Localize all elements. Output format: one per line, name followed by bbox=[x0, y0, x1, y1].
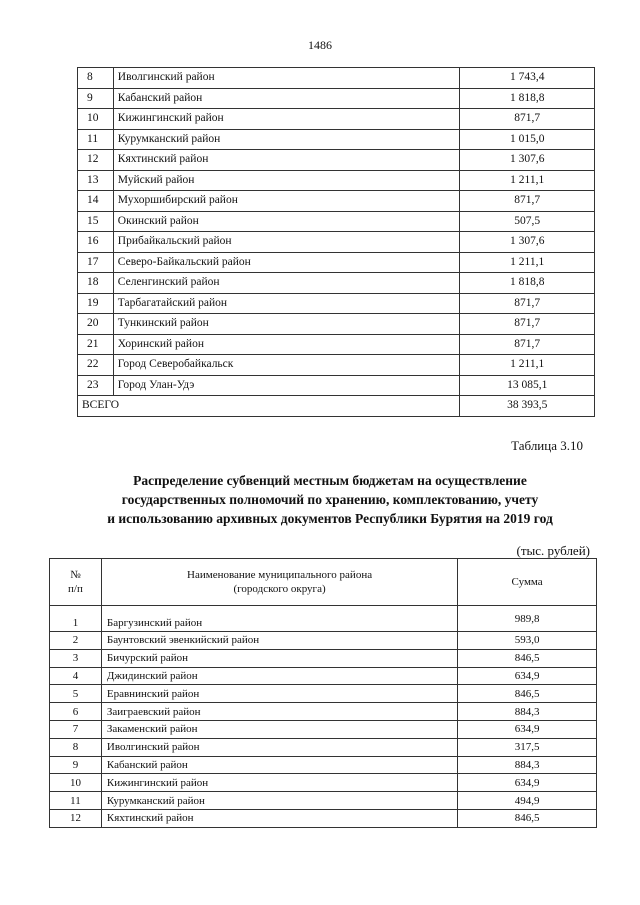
row-number: 15 bbox=[78, 211, 114, 232]
table2-body bbox=[50, 606, 597, 828]
district-name: Окинский район bbox=[113, 211, 460, 232]
table-row bbox=[78, 293, 595, 314]
table-title bbox=[60, 471, 600, 528]
title-line-1: Распределение субвенций местным бюджетам на осуществление bbox=[133, 473, 527, 488]
district-name: Бичурский район bbox=[101, 649, 457, 667]
header-number-line1: № bbox=[70, 569, 81, 581]
subvention-amount: 507,5 bbox=[460, 211, 595, 232]
district-name: Селенгинский район bbox=[113, 273, 460, 294]
total-amount: 38 393,5 bbox=[460, 396, 595, 417]
subvention-amount: 1 211,1 bbox=[460, 170, 595, 191]
row-number: 12 bbox=[50, 809, 102, 827]
header-number-line2: п/п bbox=[68, 583, 83, 595]
district-name: Хоринский район bbox=[113, 334, 460, 355]
table-row bbox=[78, 191, 595, 212]
row-number: 8 bbox=[78, 68, 114, 89]
archive-subvention-table bbox=[49, 558, 597, 828]
title-line-3: и использованию архивных документов Республики Бурятия на 2019 год bbox=[107, 511, 553, 526]
table-row bbox=[50, 649, 597, 667]
subvention-amount: 871,7 bbox=[460, 191, 595, 212]
table-row bbox=[50, 720, 597, 738]
row-number: 9 bbox=[50, 756, 102, 774]
subvention-amount: 846,5 bbox=[458, 809, 597, 827]
subvention-amount: 871,7 bbox=[460, 109, 595, 130]
header-name-line2: (городского округа) bbox=[233, 583, 326, 595]
header-sum: Сумма bbox=[458, 559, 597, 606]
district-name: Джидинский район bbox=[101, 667, 457, 685]
row-number: 10 bbox=[78, 109, 114, 130]
subvention-amount: 1 818,8 bbox=[460, 88, 595, 109]
district-name: Город Улан-Удэ bbox=[113, 375, 460, 396]
table-row bbox=[78, 273, 595, 294]
district-name: Тарбагатайский район bbox=[113, 293, 460, 314]
row-number: 8 bbox=[50, 738, 102, 756]
row-number: 18 bbox=[78, 273, 114, 294]
table-row bbox=[50, 792, 597, 810]
row-number: 14 bbox=[78, 191, 114, 212]
table-row bbox=[50, 809, 597, 827]
row-number: 10 bbox=[50, 774, 102, 792]
table2-header bbox=[50, 559, 597, 606]
table2-header-row bbox=[50, 559, 597, 606]
district-name: Северо-Байкальский район bbox=[113, 252, 460, 273]
district-name: Кабанский район bbox=[113, 88, 460, 109]
table-row bbox=[78, 68, 595, 89]
district-name: Муйский район bbox=[113, 170, 460, 191]
subvention-table-continuation bbox=[77, 67, 595, 417]
table-row bbox=[50, 685, 597, 703]
subvention-amount: 1 211,1 bbox=[460, 355, 595, 376]
subvention-amount: 1 015,0 bbox=[460, 129, 595, 150]
subvention-amount: 871,7 bbox=[460, 314, 595, 335]
subvention-amount: 846,5 bbox=[458, 649, 597, 667]
table-row bbox=[50, 606, 597, 632]
subvention-amount: 846,5 bbox=[458, 685, 597, 703]
row-number: 19 bbox=[78, 293, 114, 314]
row-number: 21 bbox=[78, 334, 114, 355]
district-name: Закаменский район bbox=[101, 720, 457, 738]
district-name: Баргузинский район bbox=[101, 606, 457, 632]
row-number: 12 bbox=[78, 150, 114, 171]
table-row bbox=[78, 232, 595, 253]
header-district-name bbox=[101, 559, 457, 606]
table-row bbox=[50, 756, 597, 774]
subvention-amount: 634,9 bbox=[458, 774, 597, 792]
row-number: 17 bbox=[78, 252, 114, 273]
subvention-amount: 13 085,1 bbox=[460, 375, 595, 396]
subvention-amount: 593,0 bbox=[458, 632, 597, 650]
table-row bbox=[78, 252, 595, 273]
row-number: 11 bbox=[50, 792, 102, 810]
subvention-amount: 634,9 bbox=[458, 667, 597, 685]
row-number: 6 bbox=[50, 703, 102, 721]
page-number: 1486 bbox=[308, 38, 332, 52]
district-name: Иволгинский район bbox=[101, 738, 457, 756]
total-label: ВСЕГО bbox=[78, 396, 460, 417]
subvention-amount: 989,8 bbox=[458, 606, 597, 632]
table-row bbox=[78, 314, 595, 335]
subvention-amount: 884,3 bbox=[458, 703, 597, 721]
table-row bbox=[78, 211, 595, 232]
subvention-amount: 871,7 bbox=[460, 293, 595, 314]
district-name: Город Северобайкальск bbox=[113, 355, 460, 376]
table-row bbox=[78, 150, 595, 171]
table-row bbox=[50, 738, 597, 756]
row-number: 11 bbox=[78, 129, 114, 150]
district-name: Кяхтинский район bbox=[101, 809, 457, 827]
subvention-amount: 871,7 bbox=[460, 334, 595, 355]
title-line-2: государственных полномочий по хранению, комплектованию, учету bbox=[121, 492, 539, 507]
subvention-amount: 634,9 bbox=[458, 720, 597, 738]
table-row bbox=[78, 170, 595, 191]
table-row bbox=[78, 375, 595, 396]
row-number: 3 bbox=[50, 649, 102, 667]
district-name: Кижингинский район bbox=[101, 774, 457, 792]
row-number: 2 bbox=[50, 632, 102, 650]
table-row bbox=[78, 88, 595, 109]
row-number: 20 bbox=[78, 314, 114, 335]
table1-body bbox=[78, 68, 595, 417]
row-number: 23 bbox=[78, 375, 114, 396]
table-row bbox=[78, 109, 595, 130]
district-name: Курумканский район bbox=[113, 129, 460, 150]
table-row bbox=[50, 774, 597, 792]
subvention-amount: 317,5 bbox=[458, 738, 597, 756]
district-name: Еравнинский район bbox=[101, 685, 457, 703]
row-number: 7 bbox=[50, 720, 102, 738]
subvention-amount: 884,3 bbox=[458, 756, 597, 774]
header-number bbox=[50, 559, 102, 606]
row-number: 1 bbox=[50, 606, 102, 632]
district-name: Кяхтинский район bbox=[113, 150, 460, 171]
row-number: 5 bbox=[50, 685, 102, 703]
table-row bbox=[78, 355, 595, 376]
table-row bbox=[78, 129, 595, 150]
district-name: Курумканский район bbox=[101, 792, 457, 810]
district-name: Тункинский район bbox=[113, 314, 460, 335]
district-name: Прибайкальский район bbox=[113, 232, 460, 253]
subvention-amount: 494,9 bbox=[458, 792, 597, 810]
district-name: Мухоршибирский район bbox=[113, 191, 460, 212]
table-row bbox=[50, 667, 597, 685]
subvention-amount: 1 211,1 bbox=[460, 252, 595, 273]
subvention-amount: 1 743,4 bbox=[460, 68, 595, 89]
subvention-amount: 1 307,6 bbox=[460, 232, 595, 253]
table-row bbox=[78, 334, 595, 355]
subvention-amount: 1 818,8 bbox=[460, 273, 595, 294]
total-row bbox=[78, 396, 595, 417]
header-name-line1: Наименование муниципального района bbox=[187, 569, 373, 581]
row-number: 9 bbox=[78, 88, 114, 109]
district-name: Кижингинский район bbox=[113, 109, 460, 130]
district-name: Баунтовский эвенкийский район bbox=[101, 632, 457, 650]
subvention-amount: 1 307,6 bbox=[460, 150, 595, 171]
row-number: 22 bbox=[78, 355, 114, 376]
district-name: Иволгинский район bbox=[113, 68, 460, 89]
table-row bbox=[50, 632, 597, 650]
table-row bbox=[50, 703, 597, 721]
row-number: 4 bbox=[50, 667, 102, 685]
district-name: Заиграевский район bbox=[101, 703, 457, 721]
district-name: Кабанский район bbox=[101, 756, 457, 774]
row-number: 16 bbox=[78, 232, 114, 253]
row-number: 13 bbox=[78, 170, 114, 191]
table-label: Таблица 3.10 bbox=[511, 438, 583, 453]
units-label: (тыс. рублей) bbox=[516, 543, 590, 558]
